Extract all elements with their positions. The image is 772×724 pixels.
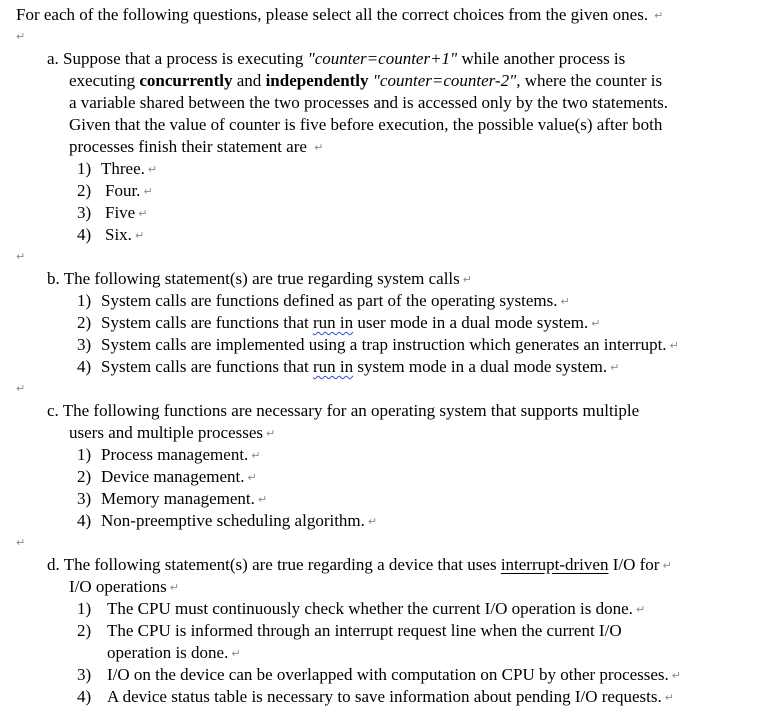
paragraph-mark-icon: ↵ xyxy=(134,229,145,242)
paragraph-mark-icon: ↵ xyxy=(635,603,646,616)
question-d-stem-line: I/O operations ↵ xyxy=(69,577,179,596)
paragraph-mark-icon: ↵ xyxy=(169,581,179,594)
question-a-option-4[interactable]: 4) Six. ↵ xyxy=(77,225,145,244)
paragraph-mark-icon: ↵ xyxy=(16,536,26,549)
question-b-option-1[interactable]: 1) System calls are functions defined as part of the operating systems. ↵ xyxy=(77,291,570,310)
paragraph-mark-icon: ↵ xyxy=(16,250,26,263)
paragraph-mark-icon: ↵ xyxy=(143,185,153,198)
question-b-option-2[interactable]: 2) System calls are functions that run in user mode in a dual mode system. ↵ xyxy=(77,313,601,332)
question-c-stem-line: c. The following functions are necessary for an operating system that supports multiple xyxy=(47,401,640,420)
question-d-option-1[interactable]: 1) The CPU must continuously check whether the current I/O operation is done. ↵ xyxy=(77,599,646,618)
question-a-stem-line: executing concurrently and independently "counter=counter-2", where the counter is xyxy=(69,71,663,90)
paragraph-mark-icon: ↵ xyxy=(591,317,601,330)
question-c-option-1[interactable]: 1) Process management. ↵ xyxy=(77,445,261,464)
question-a-option-3[interactable]: 3) Five ↵ xyxy=(77,203,148,222)
question-b-option-3[interactable]: 3) System calls are implemented using a trap instruction which generates an interrupt. ↵ xyxy=(77,335,679,354)
paragraph-mark-icon: ↵ xyxy=(16,382,26,395)
question-a-stem-line: processes finish their statement are ↵ xyxy=(69,137,324,156)
question-d-option-2-cont: operation is done. ↵ xyxy=(107,643,241,662)
question-d-option-3[interactable]: 3) I/O on the device can be overlapped with computation on CPU by other processes. ↵ xyxy=(77,665,682,684)
question-b-option-4[interactable]: 4) System calls are functions that run in system mode in a dual mode system. ↵ xyxy=(77,357,620,376)
question-c-option-3[interactable]: 3) Memory management. ↵ xyxy=(77,489,268,508)
paragraph-mark-icon: ↵ xyxy=(462,273,472,286)
question-d-option-4[interactable]: 4) A device status table is necessary to save information about pending I/O requests. ↵ xyxy=(77,687,674,706)
paragraph-mark-icon: ↵ xyxy=(664,691,674,704)
paragraph-mark-icon: ↵ xyxy=(669,339,679,352)
question-a-stem-line: a variable shared between the two processes and is accessed only by the two statements. xyxy=(69,93,669,112)
question-d-option-2[interactable]: 2) The CPU is informed through an interrupt request line when the current I/O xyxy=(77,621,622,640)
paragraph-mark-icon: ↵ xyxy=(367,515,378,528)
paragraph-mark-icon: ↵ xyxy=(231,647,241,660)
paragraph-mark-icon: ↵ xyxy=(138,207,148,220)
paragraph-mark-icon: ↵ xyxy=(314,141,324,154)
grammar-underline: run in xyxy=(312,313,354,332)
paragraph-mark-icon: ↵ xyxy=(257,493,268,506)
paragraph-mark-icon: ↵ xyxy=(16,30,26,43)
question-c-option-2[interactable]: 2) Device management. ↵ xyxy=(77,467,257,486)
question-a-option-2[interactable]: 2) Four. ↵ xyxy=(77,181,153,200)
question-c-stem-line: users and multiple processes ↵ xyxy=(69,423,276,442)
question-a-stem-line: Given that the value of counter is five before execution, the possible value(s) after both xyxy=(69,115,663,134)
question-c-option-4[interactable]: 4) Non-preemptive scheduling algorithm. ↵ xyxy=(77,511,378,530)
paragraph-mark-icon: ↵ xyxy=(560,295,570,308)
paragraph-mark-icon: ↵ xyxy=(251,449,261,462)
paragraph-mark-icon: ↵ xyxy=(266,427,276,440)
paragraph-mark-icon: ↵ xyxy=(147,163,158,176)
paragraph-mark-icon: ↵ xyxy=(662,559,672,572)
paragraph-mark-icon: ↵ xyxy=(671,669,682,682)
question-a-stem-line: a. Suppose that a process is executing "counter=counter+1" while another process is xyxy=(47,49,626,68)
paragraph-mark-icon: ↵ xyxy=(610,361,620,374)
question-d-stem-line: d. The following statement(s) are true regarding a device that uses interrupt-driven I/O for ↵ xyxy=(47,555,672,574)
question-b-stem: b. The following statement(s) are true regarding system calls ↵ xyxy=(47,269,472,288)
paragraph-mark-icon: ↵ xyxy=(654,9,664,22)
grammar-underline: run in xyxy=(312,357,354,376)
intro-text: For each of the following questions, please select all the correct choices from the given ones. ↵ xyxy=(16,5,664,24)
underlined-term: interrupt-driven xyxy=(500,555,609,574)
question-a-option-1[interactable]: 1) Three. ↵ xyxy=(77,159,158,178)
paragraph-mark-icon: ↵ xyxy=(247,471,257,484)
